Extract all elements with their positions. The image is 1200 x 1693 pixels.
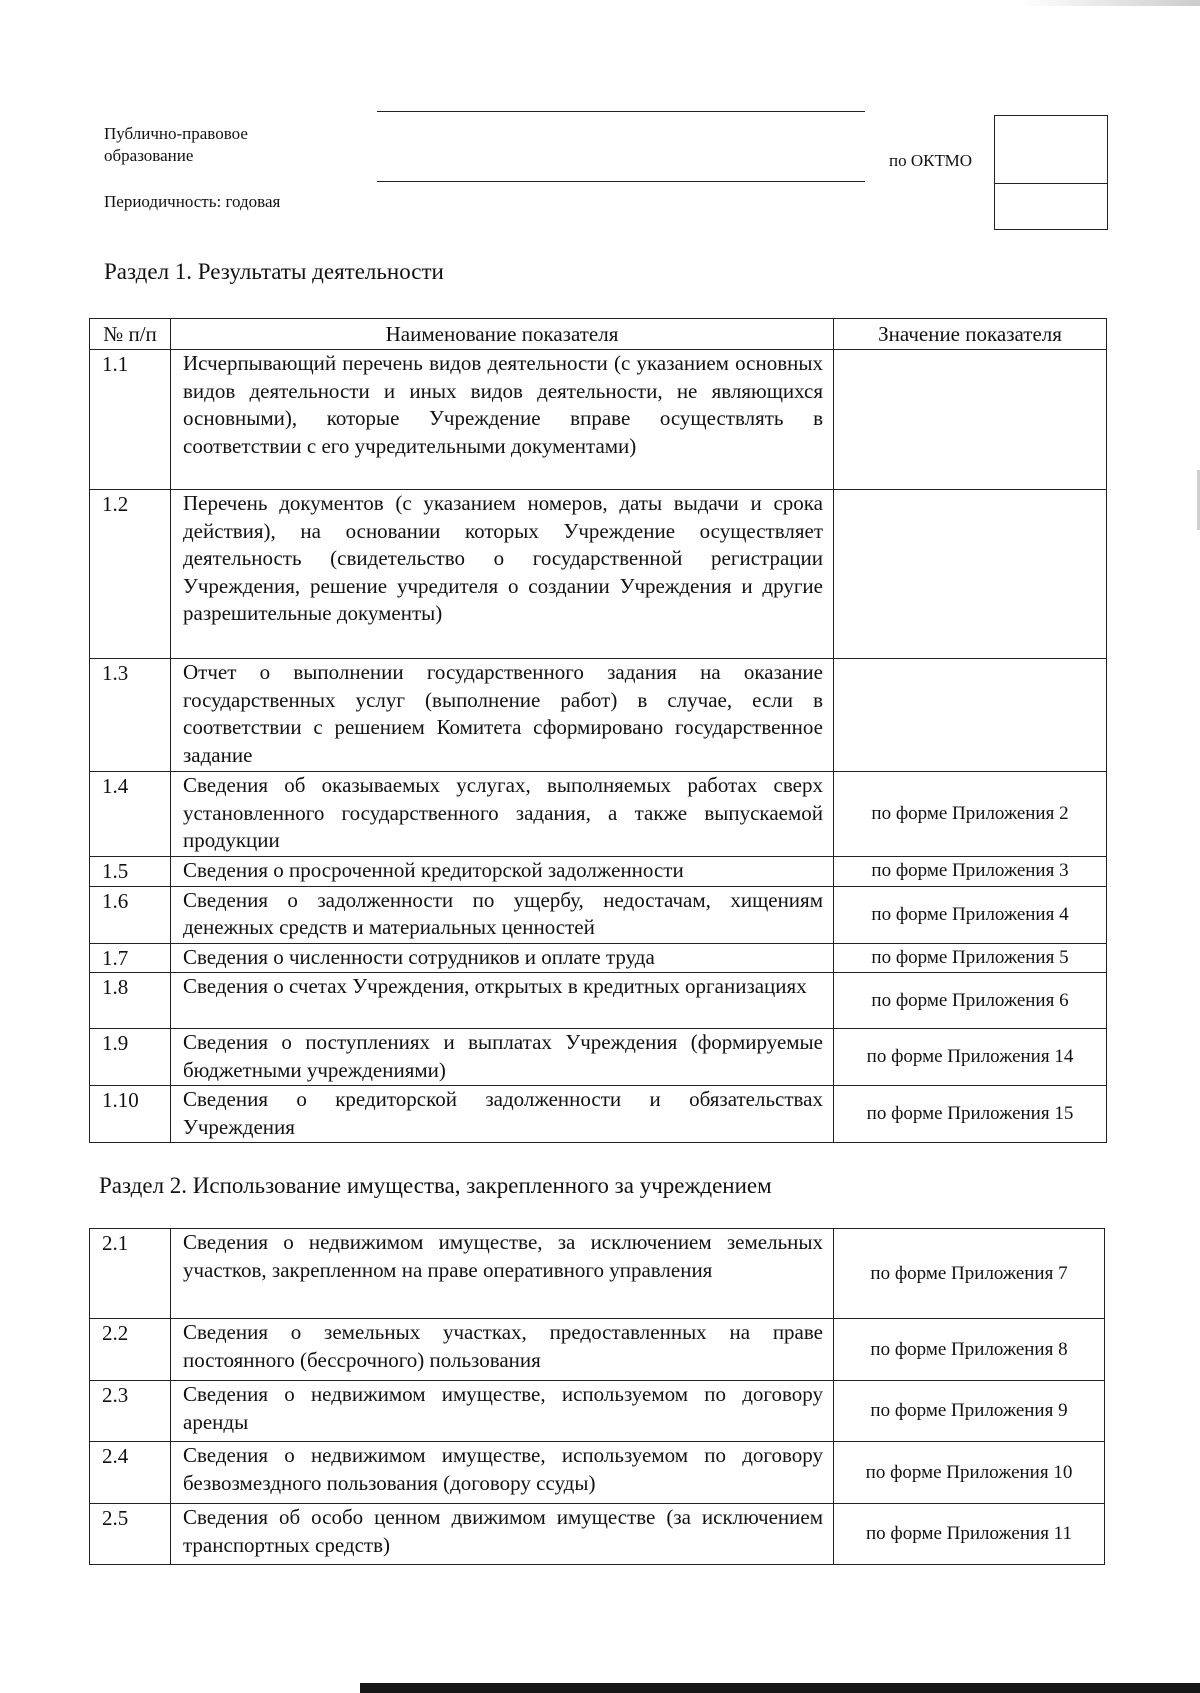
periodicity-label: Периодичность: годовая bbox=[104, 192, 281, 211]
row-name: Сведения о недвижимом имуществе, за исключением земельных участков, закрепленном на праве оперативного управления bbox=[171, 1229, 834, 1319]
row-number: 1.6 bbox=[90, 886, 171, 943]
column-header-name: Наименование показателя bbox=[171, 319, 834, 350]
row-name: Исчерпывающий перечень видов деятельности (с указанием основных видов деятельности и иных видов деятельности, не являющихся основными), которые Учреждение вправе осуществлять в соответствии с его учредительными документами) bbox=[171, 350, 834, 490]
entity-label: Публично-правовое образование bbox=[104, 124, 248, 165]
row-name: Отчет о выполнении государственного задания на оказание государственных услуг (выполнение работ) в случае, если в соответствии с решением Комитета сформировано государственное задание bbox=[171, 659, 834, 772]
row-name: Сведения о поступлениях и выплатах Учреждения (формируемые бюджетными учреждениями) bbox=[171, 1029, 834, 1086]
row-value: по форме Приложения 2 bbox=[834, 772, 1107, 857]
row-number: 1.5 bbox=[90, 857, 171, 887]
table-row bbox=[90, 886, 1107, 943]
oktmo-label: по ОКТМО bbox=[889, 151, 973, 170]
section1-table bbox=[89, 318, 1107, 1143]
row-value bbox=[834, 350, 1107, 490]
row-value: по форме Приложения 6 bbox=[834, 973, 1107, 1029]
scan-edge-bottom bbox=[360, 1683, 1200, 1693]
section2-title: Раздел 2. Использование имущества, закрепленного за учреждением bbox=[99, 1173, 772, 1198]
table-row bbox=[90, 1442, 1105, 1504]
entity-line-bottom bbox=[377, 181, 865, 182]
row-value: по форме Приложения 5 bbox=[834, 943, 1107, 973]
row-value bbox=[834, 490, 1107, 659]
row-name: Сведения об особо ценном движимом имуществе (за исключением транспортных средств) bbox=[171, 1504, 834, 1565]
row-value bbox=[834, 659, 1107, 772]
row-number: 1.10 bbox=[90, 1086, 171, 1143]
row-number: 1.2 bbox=[90, 490, 171, 659]
row-name: Сведения о недвижимом имуществе, используемом по договору безвозмездного пользования (договору ссуды) bbox=[171, 1442, 834, 1504]
table-row bbox=[90, 943, 1107, 973]
table-row bbox=[90, 490, 1107, 659]
table-row bbox=[90, 1381, 1105, 1442]
row-number: 2.1 bbox=[90, 1229, 171, 1319]
row-name: Перечень документов (с указанием номеров, даты выдачи и срока действия), на основании которых Учреждение осуществляет деятельность (свидетельство о государственной регистрации Учреждения, решение учредителя о создании Учреждения и другие разрешительные документы) bbox=[171, 490, 834, 659]
section1-title: Раздел 1. Результаты деятельности bbox=[104, 259, 444, 284]
row-name: Сведения о счетах Учреждения, открытых в кредитных организациях bbox=[171, 973, 834, 1029]
row-name: Сведения об оказываемых услугах, выполняемых работах сверх установленного государственного задания, а также выпускаемой продукции bbox=[171, 772, 834, 857]
row-name: Сведения о недвижимом имуществе, используемом по договору аренды bbox=[171, 1381, 834, 1442]
oktmo-code-box-second bbox=[994, 183, 1108, 230]
scan-edge-top bbox=[1020, 0, 1200, 6]
table-header-row bbox=[90, 319, 1107, 350]
row-value: по форме Приложения 4 bbox=[834, 886, 1107, 943]
section2-table bbox=[89, 1228, 1105, 1565]
row-number: 1.4 bbox=[90, 772, 171, 857]
row-name: Сведения о кредиторской задолженности и обязательствах Учреждения bbox=[171, 1086, 834, 1143]
row-value: по форме Приложения 11 bbox=[834, 1504, 1105, 1565]
row-number: 2.5 bbox=[90, 1504, 171, 1565]
row-number: 1.9 bbox=[90, 1029, 171, 1086]
row-value: по форме Приложения 7 bbox=[834, 1229, 1105, 1319]
row-value: по форме Приложения 10 bbox=[834, 1442, 1105, 1504]
row-value: по форме Приложения 14 bbox=[834, 1029, 1107, 1086]
table-row bbox=[90, 1086, 1107, 1143]
column-header-number: № п/п bbox=[90, 319, 171, 350]
entity-line-top bbox=[377, 111, 865, 112]
row-number: 1.3 bbox=[90, 659, 171, 772]
table-row bbox=[90, 772, 1107, 857]
table-row bbox=[90, 857, 1107, 887]
row-number: 1.7 bbox=[90, 943, 171, 973]
row-value: по форме Приложения 15 bbox=[834, 1086, 1107, 1143]
table-row bbox=[90, 1229, 1105, 1319]
row-number: 1.8 bbox=[90, 973, 171, 1029]
row-number: 2.4 bbox=[90, 1442, 171, 1504]
row-name: Сведения о просроченной кредиторской задолженности bbox=[171, 857, 834, 887]
table-row bbox=[90, 1504, 1105, 1565]
row-number: 2.3 bbox=[90, 1381, 171, 1442]
table-row bbox=[90, 659, 1107, 772]
row-number: 1.1 bbox=[90, 350, 171, 490]
table-row bbox=[90, 973, 1107, 1029]
row-value: по форме Приложения 3 bbox=[834, 857, 1107, 887]
row-value: по форме Приложения 9 bbox=[834, 1381, 1105, 1442]
oktmo-code-box bbox=[994, 115, 1108, 184]
row-value: по форме Приложения 8 bbox=[834, 1319, 1105, 1381]
table-row bbox=[90, 1029, 1107, 1086]
row-name: Сведения о численности сотрудников и оплате труда bbox=[171, 943, 834, 973]
table-row bbox=[90, 1319, 1105, 1381]
row-name: Сведения о земельных участках, предоставленных на праве постоянного (бессрочного) пользования bbox=[171, 1319, 834, 1381]
table-row bbox=[90, 350, 1107, 490]
column-header-value: Значение показателя bbox=[834, 319, 1107, 350]
row-number: 2.2 bbox=[90, 1319, 171, 1381]
row-name: Сведения о задолженности по ущербу, недостачам, хищениям денежных средств и материальных ценностей bbox=[171, 886, 834, 943]
